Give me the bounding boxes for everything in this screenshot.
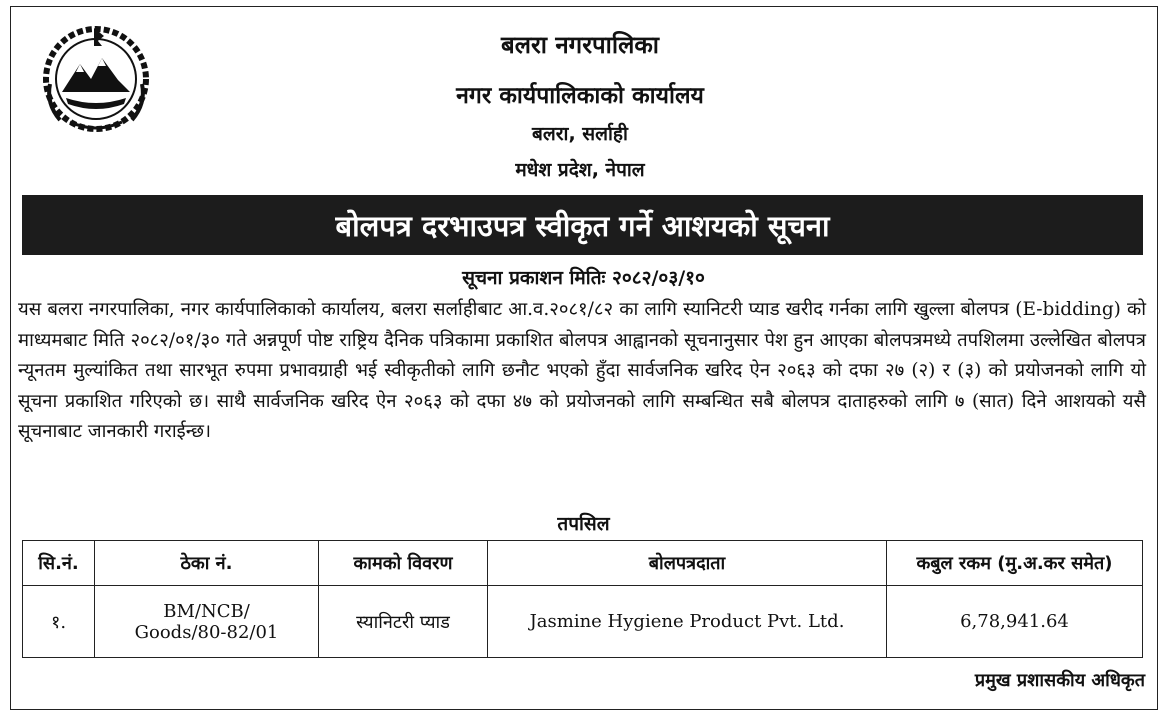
award-table bbox=[22, 540, 1143, 658]
header-serial: सि.नं. bbox=[23, 541, 95, 586]
office-address: बलरा, सर्लाही bbox=[532, 123, 628, 145]
table-row bbox=[23, 586, 1143, 658]
cell-serial: १. bbox=[23, 586, 95, 658]
government-emblem-icon bbox=[36, 24, 156, 134]
table-caption: तपसिल bbox=[557, 513, 610, 535]
contract-no-line2: Goods/80-82/01 bbox=[134, 621, 279, 643]
cell-work-description: स्यानिटरी प्याड bbox=[319, 586, 488, 658]
notice-title: बोलपत्र दरभाउपत्र स्वीकृत गर्ने आशयको सूचना bbox=[335, 208, 830, 243]
table-header-row bbox=[23, 541, 1143, 586]
publication-date: सूचना प्रकाशन मितिः २०८२/०३/१० bbox=[462, 267, 705, 289]
office-name: नगर कार्यपालिकाको कार्यालय bbox=[456, 83, 704, 109]
header-contract-no: ठेका नं. bbox=[95, 541, 319, 586]
province-country: मधेश प्रदेश, नेपाल bbox=[515, 159, 645, 181]
header-work-description: कामको विवरण bbox=[319, 541, 488, 586]
header-bidder: बोलपत्रदाता bbox=[488, 541, 887, 586]
notice-body: यस बलरा नगरपालिका, नगर कार्यपालिकाको कार्यालय, बलरा सर्लाहीबाट आ.व.२०८१/८२ का लागि स्यानिटरी प्याड खरीद गर्नका लागि खुल्ला बोलपत्र (E-bidding) को माध्यमबाट मिति २०८२/०१/३० गते अन्नपूर्ण पोष्ट राष्ट्रिय दैनिक पत्रिकामा प्रकाशित बोलपत्र आह्वानको सूचनानुसार पेश हुन आएका बोलपत्रमध्ये तपशिलमा उल्लेखित बोलपत्र न्यूनतम मुल्यांकित तथा सारभूत रुपमा प्रभावग्राही भई स्वीकृतीको लागि छनौट भएको हुँदा सार्वजनिक खरिद ऐन २०६३ को दफा २७ (२) र (३) को प्रयोजनको लागि यो सूचना प्रकाशित गरिएको छ। साथै सार्वजनिक खरिद ऐन २०६३ को दफा ४७ को प्रयोजनको लागि सम्बन्धित सबै बोलपत्र दाताहरुको लागि ७ (सात) दिने आशयको यसै सूचनाबाट जानकारी गराईन्छ। bbox=[18, 299, 1146, 443]
signatory-title: प्रमुख प्रशासकीय अधिकृत bbox=[974, 670, 1145, 691]
notice-title-banner bbox=[22, 195, 1143, 255]
cell-contract-no bbox=[95, 586, 319, 658]
cell-amount: 6,78,941.64 bbox=[887, 586, 1143, 658]
contract-no-line1: BM/NCB/ bbox=[163, 600, 250, 622]
header-amount: कबुल रकम (मु.अ.कर समेत) bbox=[887, 541, 1143, 586]
municipality-name: बलरा नगरपालिका bbox=[501, 31, 659, 59]
cell-bidder: Jasmine Hygiene Product Pvt. Ltd. bbox=[488, 586, 887, 658]
